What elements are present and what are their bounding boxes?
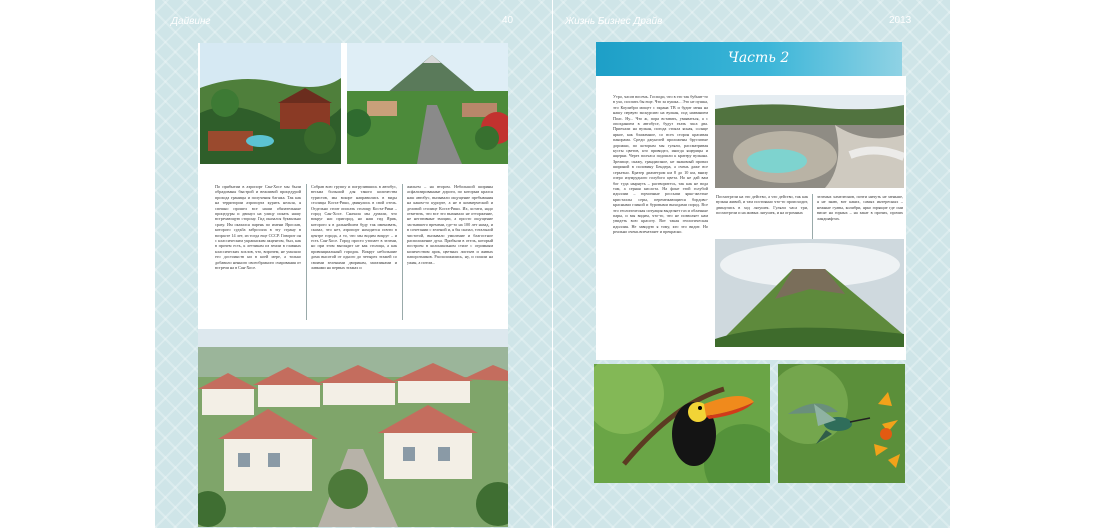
left-running-header: Дайвинг xyxy=(171,16,211,27)
left-text-column-2: Собрав всю группу и погрузившись в автобус, весьма большой для такого количества туристов, мы вскоре направились в виды столицы Коста-Рики, двинулись в свой отель. Отдельно стоит описать столицу Коста-Рики – город Сан-Хосе. Сначала мы думали, что вокруг нас пригород, но наш гид Ярик, которого я в дальнейшем буду так именовать, сказал, что нет, аэропорт находится почти в центре города, а то, что мы видим вокруг – и есть Сан-Хосе. Город просто утопает в зелени, но при этом выглядит не как столица, а как провинциальный городок. Вокруг небольшие дома высотой от одного до четырех этажей со своими зелеными дворикам, магазинами и лавками на первых этажах и xyxy=(311,184,397,271)
magazine-spread xyxy=(155,0,950,528)
town-rooftops-photo xyxy=(198,329,508,527)
right-page xyxy=(553,0,950,528)
column-rule xyxy=(402,184,403,320)
right-text-column-2: Посмотрели на это действо, а что действо, так как вулкан живой, и там постоянно что-то происходит, двинулись в ход лягушек. Гуляли часа три, посмотрели и на живых лягушек, и на огромных xyxy=(716,194,808,216)
volcano-clouds-photo xyxy=(715,239,904,347)
left-page-number: 40 xyxy=(502,15,514,26)
section-banner-title: Часть 2 xyxy=(728,50,790,66)
left-text-column-1: По прибытии в аэропорт Сан-Хосе мы были обрадованы быстрой и вежливой процедурой прохода границы и получения багажа. Так как на территории аэропорта курить нельзя, я спешно прошел все наши обязательные процедуры и двинул на улицу искать нашу встречающую сторону. Гид оказался буквально сразу. Им оказался парень по имени Ярослав, которого судьба забросила в эту страну в возрасте 14 лет, из тогда еще СССР. Говорит он с классическим украинским акцентом, был, как в прочем есть, к летчикам из земли в главных классических хохлов, что, впрочем, не умаляло его достоинств ни в коей мере, а только добавило ненного своеобразного очарования от встречи на в Сан-Хосе. xyxy=(215,184,301,271)
hummingbird-photo xyxy=(778,364,905,483)
left-content-panel xyxy=(198,43,508,527)
toucan-photo xyxy=(594,364,770,483)
left-page xyxy=(155,0,552,528)
right-content-panel xyxy=(596,76,906,360)
right-text-column-1: Утро, часов восемь. Господи, что в это так бубнит-то в ухо, поспать бы еще. Что за пушка... Это не пушка, это Коулибри мощет с экрана ТВ и будит меня на нашу первую экскурсию на вулкан, под названием Поас. Ну... Что ж, пора вставать, умываться, а с опозданием в автобусе, будут ехать часа два. Приехали на вулкан, погода стояла ясная, солнце яркое, как блаженное, со всех сторон красивая панорама. Среди джунглей проложены брусчатые дорожки, по которым мы гуляли, рассматривая кусты цветов, кто привидел, иногда ящерицы и ящерки. Через полчаса подошли к кратеру вулкана. Зрелище, скажу, грандиозное, не знакомый провал шириной в половину Бендера, а очень даже все серьезно. Кратер диаметром км 8 до 10 км, внизу озеро изумрудного голубого цвета. Но не дай вам бог туда нырнуть – растворитесь, так как не вода там, а серная кислота. На фоне этой голубой идиллии – горчичные россыпи ярко-желтые кристаллы серы, перемежающиеся бордово-красными глиной и буровыми выходами пород. Все это геологическая ситуация выделяет газ и облачные пары, и мы видим, что-то, что не позволяет нам увидеть всю красоту. Вот такая геологическая идиллия. Не завидую я тому, кто это видит. Но реально очень впечатляет и прекрасно. xyxy=(613,94,708,235)
column-rule xyxy=(306,184,307,320)
section-banner xyxy=(596,42,902,76)
volcano-road-photo xyxy=(347,43,508,164)
volcano-crater-photo xyxy=(715,95,904,188)
resort-garden-photo xyxy=(200,43,341,164)
right-text-column-3: зеленых хамелеонов, почти ничуть не меньше, я не знаю, вот каких, самых интересных – нежные гуавы, колибри, ярко горящие где они висят на горных – на закат в прочих, прочих ландшафтах. xyxy=(817,194,903,221)
right-page-number: 2013 xyxy=(889,15,912,26)
left-text-column-3: жильем – на втором. Небольшой ширины асфальтированные дороги, по которым крался наш автобус, вызывали ощущение пребывания на каком-то курорте, а не в коммерческой и деловой столице Коста-Рики. Их, кстати, надо отметить, что все это вызывало не отторжение, не негативные эмоции, а просто ощущение застывшего времени, где-то на 100 лет назад, и в сочетании с зеленой и, я бы сказал, тотальной чистотой, вызывало умиление и благостное расположение духа. Прибыли в отель, который построен в колониальном стиле с огромным количеством арок, цветных листьев и живых папоротников. Расположились, ну, и пошли на ужин, а потом... xyxy=(407,184,493,265)
right-running-header: Жизнь Бизнес Драйв xyxy=(565,16,663,27)
